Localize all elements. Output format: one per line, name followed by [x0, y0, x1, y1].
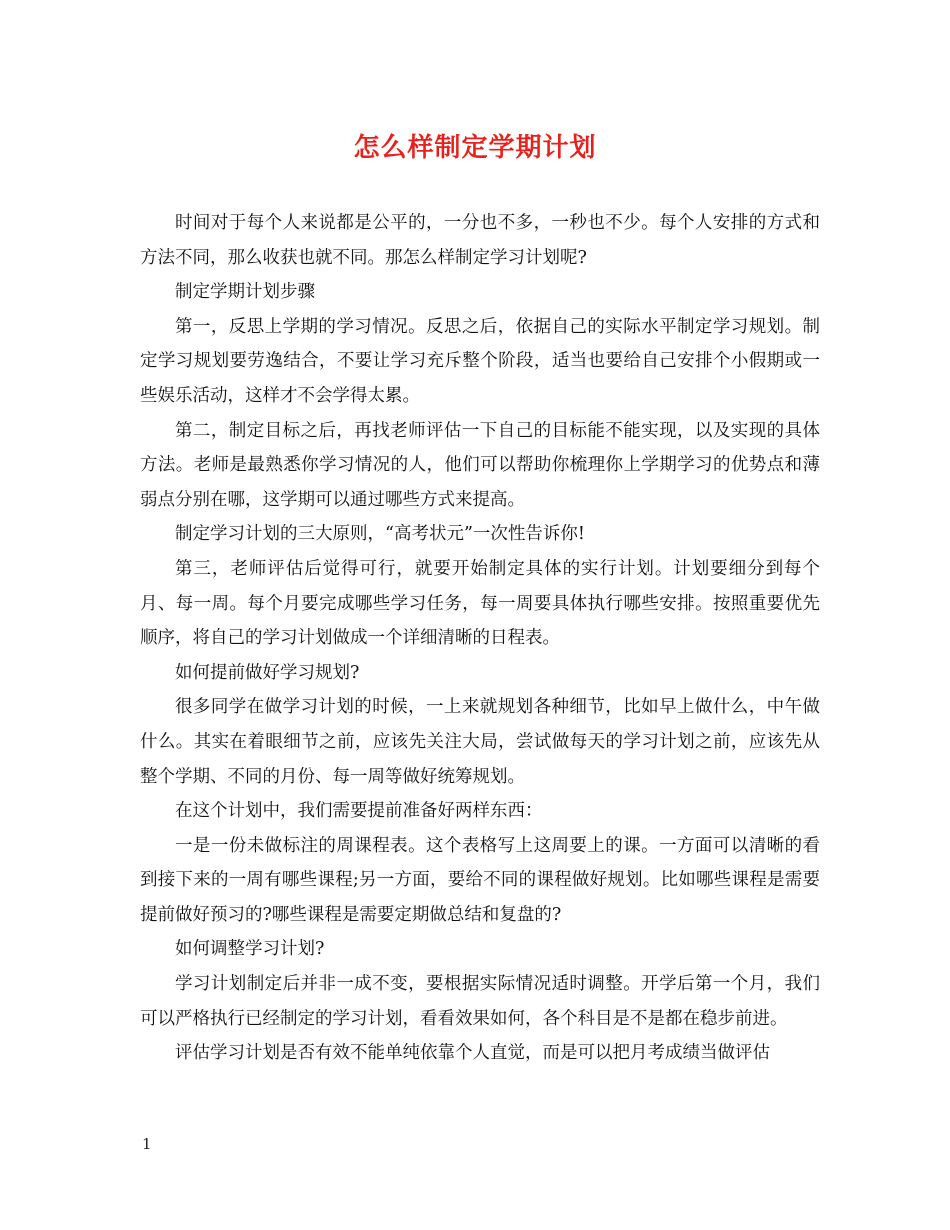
- document-title: 怎么样制定学期计划: [353, 133, 597, 163]
- paragraph-3: 第一，反思上学期的学习情况。反思之后，依据自己的实际水平制定学习规划。制定学习规划要劳逸结合，不要让学习充斥整个阶段，适当也要给自己安排个小假期或一些娱乐活动，这样才不会学得太累。: [140, 316, 820, 406]
- paragraph-2: 制定学期计划步骤: [175, 282, 315, 303]
- paragraph-10: 一是一份未做标注的周课程表。这个表格写上这周要上的课。一方面可以清晰的看到接下来的一周有哪些课程;另一方面，要给不同的课程做好规划。比如哪些课程是需要提前做好预习的?哪些课程是需要定期做总结和复盘的?: [140, 835, 820, 925]
- paragraph-6: 第三，老师评估后觉得可行，就要开始制定具体的实行计划。计划要细分到每个月、每一周。每个月要完成哪些学习任务，每一周要具体执行哪些安排。按照重要优先顺序，将自己的学习计划做成一个详细清晰的日程表。: [140, 558, 820, 649]
- paragraph-12: 学习计划制定后并非一成不变，要根据实际情况适时调整。开学后第一个月，我们可以严格执行已经制定的学习计划，看看效果如何，各个科目是不是都在稳步前进。: [140, 974, 820, 1029]
- page-number: 1: [142, 1135, 152, 1153]
- paragraph-11: 如何调整学习计划?: [175, 939, 325, 960]
- paragraph-4: 第二，制定目标之后，再找老师评估一下自己的目标能不能实现，以及实现的具体方法。老师是最熟悉你学习情况的人，他们可以帮助你梳理你上学期学习的优势点和薄弱点分别在哪，这学期可以通过哪些方式来提高。: [140, 420, 820, 510]
- paragraph-1: 时间对于每个人来说都是公平的，一分也不多，一秒也不少。每个人安排的方式和方法不同，那么收获也就不同。那怎么样制定学习计划呢?: [140, 213, 820, 268]
- paragraph-13: 评估学习计划是否有效不能单纯依靠个人直觉，而是可以把月考成绩当做评估: [175, 1043, 770, 1064]
- paragraph-9: 在这个计划中，我们需要提前准备好两样东西：: [175, 801, 543, 822]
- document-body: [140, 206, 820, 1071]
- paragraph-8: 很多同学在做学习计划的时候，一上来就规划各种细节，比如早上做什么，中午做什么。其实在着眼细节之前，应该先关注大局，尝试做每天的学习计划之前，应该先从整个学期、不同的月份、每一周等做好统筹规划。: [140, 697, 820, 787]
- paragraph-5: 制定学习计划的三大原则，“高考状元”一次性告诉你!: [175, 524, 585, 545]
- paragraph-7: 如何提前做好学习规划?: [175, 662, 360, 683]
